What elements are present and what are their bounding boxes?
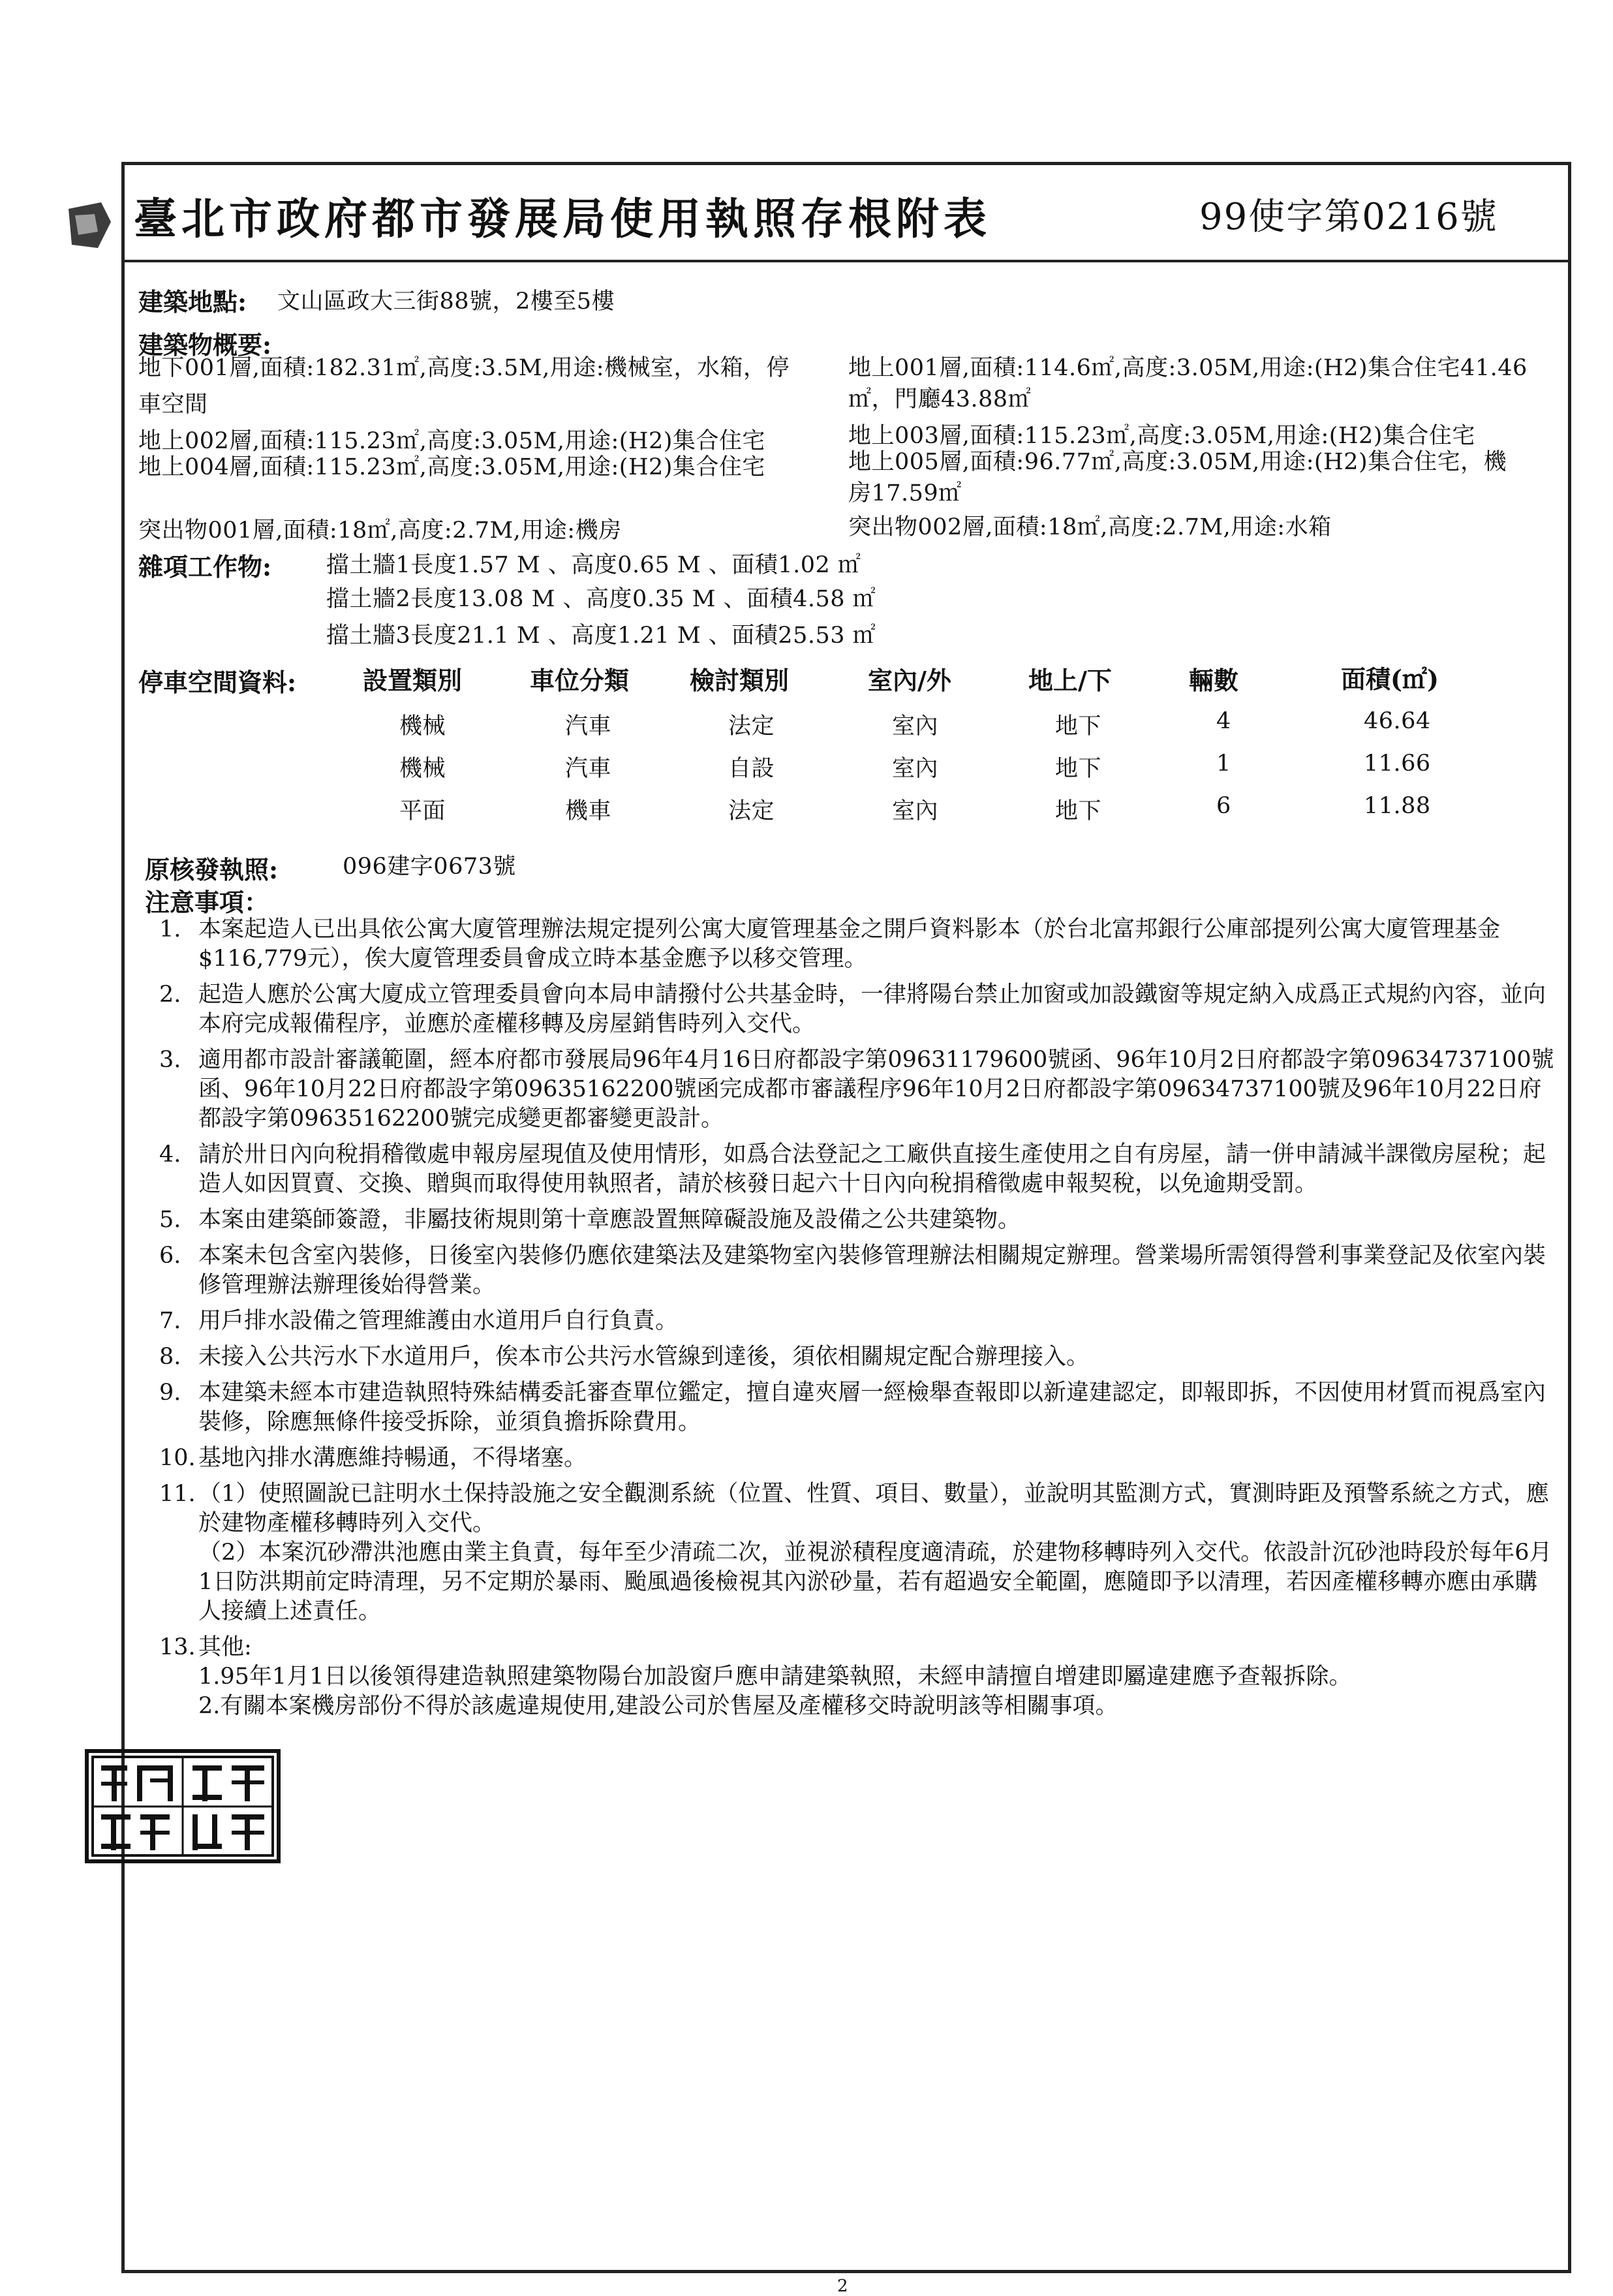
parking-row-1-setup: 機械 (399, 713, 446, 739)
parking-header-count: 輛數 (1189, 666, 1239, 695)
header-divider (121, 260, 1568, 262)
parking-row-3-space: 機車 (565, 798, 612, 824)
parking-row-3-area: 11.88 (1364, 793, 1431, 819)
building-right-line-1: 地上001層,面積:114.6㎡,高度:3.05M,用途:(H2)集合住宅41.46 (848, 355, 1528, 381)
parking-label: 停車空間資料: (138, 668, 297, 697)
building-right-line-5: 房17.59㎡ (848, 480, 962, 506)
parking-row-2-indoor: 室內 (892, 756, 939, 782)
notes-list (159, 915, 1559, 1721)
parking-row-1-review: 法定 (728, 713, 775, 739)
note-number: 8. (159, 1344, 181, 1370)
parking-header-setup: 設置類別 (363, 666, 463, 695)
note-item (159, 1140, 1559, 1199)
parking-row-1-space: 汽車 (565, 713, 612, 739)
note-number: 5. (159, 1207, 181, 1233)
note-text: 本案未包含室內裝修，日後室內裝修仍應依建築法及建築物室內裝修管理辦法相關規定辦理。營業場所需領得營利事業登記及依室內裝修管理辦法辦理後始得營業。 (198, 1243, 1546, 1298)
page-number: 2 (837, 2276, 848, 2296)
stamp-mark-top (62, 196, 121, 264)
note-11-sub-2: （2）本案沉砂滯洪池應由業主負責，每年至少清疏二次，並視淤積程度適清疏，於建物移轉時列入交代。依設計沉砂池時段於每年6月1日防洪期前定時清理，另不定期於暴雨、颱風過後檢視其內淤砂量，若有超過安全範圍，應隨即予以清理，若因產權移轉亦應由承購人接續上述責任。 (198, 1540, 1552, 1624)
parking-header-review: 檢討類別 (690, 666, 790, 695)
note-text: 其他: (198, 1634, 252, 1660)
parking-row-3-count: 6 (1216, 793, 1231, 819)
building-left-line-5: 突出物001層,面積:18㎡,高度:2.7M,用途:機房 (138, 518, 622, 544)
building-label: 建築物概要: (138, 330, 272, 360)
parking-row-3-indoor: 室內 (892, 798, 939, 824)
parking-header-level: 地上/下 (1028, 666, 1112, 695)
parking-header-area: 面積(㎡) (1341, 664, 1439, 694)
note-13-sub-2: 2.有關本案機房部份不得於該處違規使用,建設公司於售屋及產權移交時說明該等相關事項。 (198, 1693, 1118, 1719)
parking-row-1-count: 4 (1216, 708, 1231, 734)
note-item (159, 1633, 1559, 1662)
note-number: 4. (159, 1141, 181, 1168)
note-text: 基地內排水溝應維持暢通，不得堵塞。 (198, 1445, 587, 1471)
building-left-line-2: 車空間 (138, 392, 208, 418)
note-item (159, 1046, 1559, 1134)
misc-line-1: 擋土牆1長度1.57 M 、高度0.65 M 、面積1.02 ㎡ (326, 552, 861, 578)
note-text: 起造人應於公寓大廈成立管理委員會向本局申請撥付公共基金時，一律將陽台禁止加窗或加設鐵窗等規定納入成爲正式規約內容，並向本府完成報備程序，並應於產權移轉及房屋銷售時列入交代。 (198, 982, 1546, 1037)
note-item (159, 1205, 1559, 1235)
parking-row-3-level: 地下 (1055, 798, 1102, 824)
note-number: 9. (159, 1380, 181, 1406)
parking-row-3-setup: 平面 (399, 798, 446, 824)
parking-row-2-area: 11.66 (1364, 751, 1431, 777)
building-right-line-6: 突出物002層,面積:18㎡,高度:2.7M,用途:水箱 (848, 514, 1332, 540)
parking-row-1-indoor: 室內 (892, 713, 939, 739)
note-text: （1）使照圖說已註明水土保持設施之安全觀測系統（位置、性質、項目、數量），並說明其監測方式，實測時距及預警系統之方式，應於建物產權移轉時列入交代。 (198, 1481, 1549, 1536)
note-13-sub-1: 1.95年1月1日以後領得建造執照建築物陽台加設窗戶應申請建築執照，未經申請擅自增建即屬違建應予查報拆除。 (198, 1664, 1352, 1690)
official-seal (85, 1749, 281, 1866)
note-number: 2. (159, 982, 181, 1008)
parking-row-2-setup: 機械 (399, 756, 446, 782)
note-item (159, 1378, 1559, 1437)
document-number: 99使字第0216號 (1199, 196, 1498, 238)
parking-row-1-level: 地下 (1055, 713, 1102, 739)
parking-row-1-area: 46.64 (1364, 708, 1431, 734)
note-number: 7. (159, 1308, 181, 1334)
parking-row-2-review: 自設 (728, 756, 775, 782)
note-number: 11. (159, 1481, 196, 1507)
note-text: 適用都市設計審議範圍，經本府都市發展局96年4月16日府都設字第09631179600號函、96年10月2日府都設字第09634737100號函、96年10月22日府都設字第09635162200號函完成都市審議程序96年10月2日府都設字第09634737100號及96年10月22日府都設字第09635162200號完成變更都審變更設計。 (198, 1047, 1554, 1132)
parking-header-indoor: 室內/外 (868, 666, 951, 695)
misc-label: 雜項工作物: (138, 552, 272, 582)
site-value: 文山區政大三街88號，2樓至5樓 (277, 288, 615, 315)
misc-line-3: 擋土牆3長度21.1 M 、高度1.21 M 、面積25.53 ㎡ (326, 623, 876, 649)
note-item (159, 915, 1559, 974)
site-label: 建築地點: (138, 287, 247, 317)
note-text: 未接入公共污水下水道用戶，俟本市公共污水管線到達後，須依相關規定配合辦理接入。 (198, 1344, 1090, 1370)
parking-row-2-level: 地下 (1055, 756, 1102, 782)
document-title: 臺北市政府都市發展局使用執照存根附表 (134, 193, 991, 244)
building-right-line-2: ㎡，門廳43.88㎡ (848, 386, 1032, 412)
note-text: 請於卅日內向稅捐稽徵處申報房屋現值及使用情形，如爲合法登記之工廠供直接生產使用之自有房屋，請一併申請減半課徵房屋稅；起造人如因買賣、交換、贈與而取得使用執照者，請於核發日起六十日內向稅捐稽徵處申報契稅，以免逾期受罰。 (198, 1141, 1546, 1197)
building-right-line-3: 地上003層,面積:115.23㎡,高度:3.05M,用途:(H2)集合住宅 (848, 423, 1475, 449)
note-text: 本案起造人已出具依公寓大廈管理辦法規定提列公寓大廈管理基金之開戶資料影本（於台北富邦銀行公庫部提列公寓大廈管理基金$116,779元），俟大廈管理委員會成立時本基金應予以移交管理。 (198, 916, 1501, 972)
building-right-line-4: 地上005層,面積:96.77㎡,高度:3.05M,用途:(H2)集合住宅，機 (848, 449, 1507, 475)
note-text: 本建築未經本市建造執照特殊結構委託審查單位鑑定，擅自違夾層一經檢舉查報即以新違建認定，即報即拆，不因使用材質而視爲室內裝修，除應無條件接受拆除，並須負擔拆除費用。 (198, 1380, 1546, 1435)
note-number: 10. (159, 1445, 196, 1471)
note-item (159, 980, 1559, 1039)
note-number: 6. (159, 1243, 181, 1269)
note-number: 1. (159, 916, 181, 942)
note-item (159, 1444, 1559, 1473)
original-permit-label: 原核發執照: (145, 855, 279, 884)
note-item (159, 1342, 1559, 1372)
parking-row-2-space: 汽車 (565, 756, 612, 782)
note-text: 本案由建築師簽證，非屬技術規則第十章應設置無障礙設施及設備之公共建築物。 (198, 1207, 1021, 1233)
parking-row-2-count: 1 (1216, 751, 1231, 777)
note-text: 用戶排水設備之管理維護由水道用戶自行負責。 (198, 1308, 679, 1334)
notes-label: 注意事項： (145, 888, 269, 917)
building-left-line-4: 地上004層,面積:115.23㎡,高度:3.05M,用途:(H2)集合住宅 (138, 454, 765, 480)
parking-row-3-review: 法定 (728, 798, 775, 824)
misc-line-2: 擋土牆2長度13.08 M 、高度0.35 M 、面積4.58 ㎡ (326, 586, 876, 612)
parking-header-space: 車位分類 (530, 666, 630, 695)
note-item (159, 1480, 1559, 1538)
note-item (159, 1241, 1559, 1300)
note-number: 3. (159, 1047, 181, 1073)
note-item (159, 1307, 1559, 1336)
note-number: 13. (159, 1634, 196, 1660)
original-permit-value: 096建字0673號 (343, 854, 516, 880)
building-left-line-3: 地上002層,面積:115.23㎡,高度:3.05M,用途:(H2)集合住宅 (138, 428, 765, 454)
building-left-line-1: 地下001層,面積:182.31㎡,高度:3.5M,用途:機械室，水箱，停 (138, 355, 790, 381)
